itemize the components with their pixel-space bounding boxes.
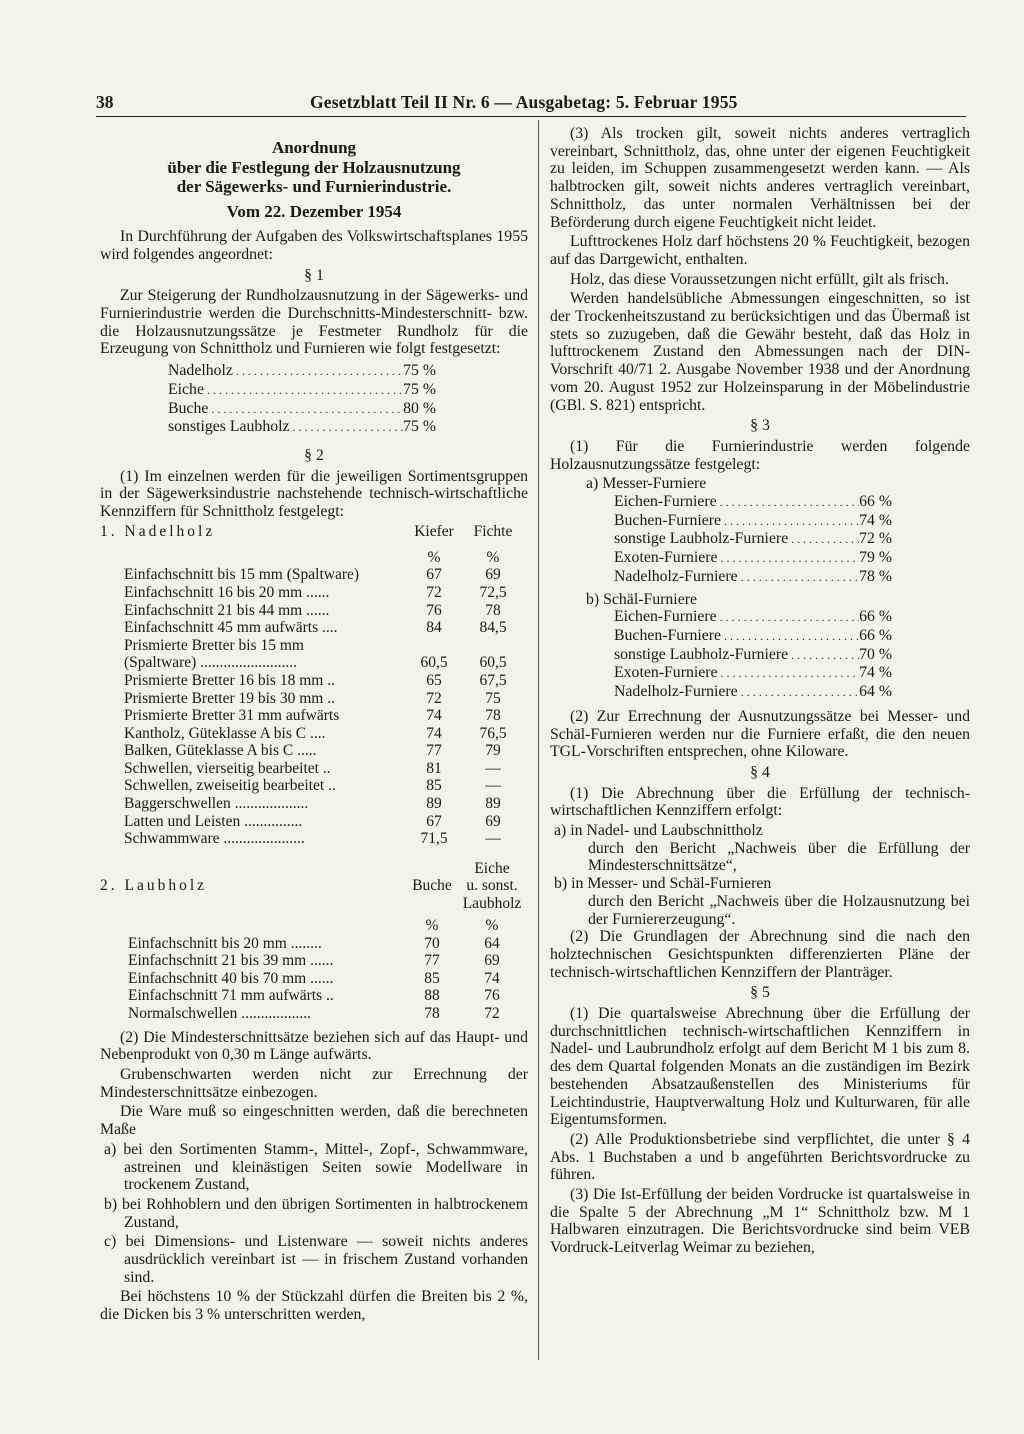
section-2-para-4: Die Ware muß so eingeschnitten werden, daß die berechneten Maße — [100, 1103, 528, 1139]
unit-label: % — [486, 548, 500, 566]
table-row — [100, 654, 528, 672]
row-value: 67,5 — [479, 671, 507, 689]
messer-heading: a) Messer-Furniere — [586, 475, 707, 493]
row-label: Einfachschnitt 21 bis 44 mm ...... — [124, 601, 330, 619]
row-value: 77 — [424, 952, 440, 970]
row-value: 72 — [426, 689, 442, 707]
nadelholz-table — [100, 523, 528, 848]
row-value: 74 — [484, 969, 500, 987]
table-row — [100, 566, 528, 584]
col-buche: Buche — [412, 877, 452, 895]
section-1-heading: § 1 — [304, 266, 324, 284]
row-value: 65 — [426, 671, 442, 689]
row-value: 71,5 — [420, 830, 448, 848]
section-5-para-1: (1) Die quartalsweise Abrechnung über die Erfüllung der durchschnittlichen technisch-wirtschaftlichen Kennziffern in Nadel- und Laubrundholz erfolgt auf dem Bericht M 1 bis zum 8. des dem Quartal folgenden Monats an die zuständigen im Bezirk bestehenden Absatzaußenstellen des Ministeriums für Leichtindustrie, Hauptverwaltung Holz und Kulturwaren, für alle Eigentumsformen. — [550, 1005, 970, 1129]
list-item: c) bei Dimensions- und Listenware — soweit nichts anderes ausdrücklich vereinbart ist — in frischem Zustand vorhanden sind. — [104, 1233, 528, 1286]
fresh-paragraph: Holz, das diese Voraussetzungen nicht erfüllt, gilt als frisch. — [570, 270, 949, 288]
row-label: Einfachschnitt 45 mm aufwärts .... — [124, 619, 338, 637]
row-label: Prismierte Bretter 19 bis 30 mm .. — [124, 689, 335, 707]
col-kiefer: Kiefer — [414, 522, 454, 540]
row-value: 70 — [424, 934, 440, 952]
rate-row: sonstige Laubholz-Furniere ..... 72 % — [614, 530, 892, 549]
row-value: 72 — [426, 583, 442, 601]
row-label: Latten und Leisten ............... — [124, 812, 303, 830]
section-4-para-2: (2) Die Grundlagen der Abrechnung sind die nach den holztechnischen Gesichtspunkten differenzierten Pläne der technisch-wirtschaftlichen Kennziffern der Planträger. — [550, 928, 970, 981]
rate-row: Buchen-Furniere ..... 74 % — [614, 512, 892, 531]
messer-rates — [614, 493, 892, 587]
gazette-title: Gesetzblatt Teil II Nr. 6 — Ausgabetag: 5. Februar 1955 — [310, 92, 738, 112]
row-value: 69 — [485, 812, 501, 830]
row-label: Einfachschnitt 40 bis 70 mm ...... — [128, 969, 334, 987]
unit-label: % — [425, 917, 439, 935]
right-column — [550, 125, 970, 1259]
row-value: 75 — [485, 689, 501, 707]
section-3-heading: § 3 — [750, 417, 770, 435]
row-value: 89 — [485, 795, 501, 813]
col-eiche: Eiche u. sonst. Laubholz — [462, 859, 522, 913]
row-label: Einfachschnitt bis 20 mm ........ — [128, 934, 322, 952]
row-value: — — [485, 777, 501, 795]
table-row — [100, 795, 528, 813]
list-item: b) in Messer- und Schäl-Furnieren — [554, 875, 772, 893]
table-row — [100, 619, 528, 637]
intro-paragraph: In Durchführung der Aufgaben des Volkswirtschaftsplanes 1955 wird folgendes angeordnet: — [100, 228, 528, 263]
row-label: Normalschwellen .................. — [128, 1005, 311, 1022]
rate-row: Nadelholz ..... 75 % — [168, 362, 436, 381]
table-row — [100, 637, 528, 655]
row-value: 76 — [426, 601, 442, 619]
row-value — [410, 637, 458, 655]
row-value: 76 — [484, 987, 500, 1005]
section-5-heading: § 5 — [750, 984, 770, 1002]
rate-row: sonstiges Laubholz ..... 75 % — [168, 418, 436, 437]
list-item-detail: durch den Bericht „Nachweis über die Erfüllung der Mindesterschnittsätze“, — [588, 839, 970, 875]
row-value: 84 — [426, 619, 442, 637]
rate-row: Eichen-Furniere ..... 66 % — [614, 608, 892, 627]
section-5-para-3: (3) Die Ist-Erfüllung der beiden Vordrucke ist quartalsweise in die Spalte 5 der Abrechnung „M 1“ Schnittholz bzw. M 1 Halbwaren einzutragen. Die Berichtsvordrucke sind beim VEB Vordruck-Leitverlag Weimar zu beziehen, — [550, 1186, 970, 1257]
rate-row: Buchen-Furniere ..... 66 % — [614, 627, 892, 646]
rate-row: Buche ..... 80 % — [168, 400, 436, 419]
rate-row: Nadelholz-Furniere ..... 78 % — [614, 568, 892, 587]
rate-row: Eiche ..... 75 % — [168, 381, 436, 400]
row-value: 74 — [426, 707, 442, 725]
row-label: Baggerschwellen ................... — [124, 795, 309, 813]
table-row — [100, 987, 528, 1005]
table-row — [100, 584, 528, 602]
row-label: Prismierte Bretter 31 mm aufwärts — [124, 707, 340, 725]
table-row — [100, 760, 528, 778]
table-row — [100, 777, 528, 795]
row-value: 78 — [485, 707, 501, 725]
section-5-para-2: (2) Alle Produktionsbetriebe sind verpflichtet, die unter § 4 Abs. 1 Buchstaben a und b angeführten Berichtsvordrucke zu führen. — [550, 1130, 970, 1184]
rate-row: Exoten-Furniere ..... 74 % — [614, 664, 892, 683]
table-row — [100, 813, 528, 831]
row-value: 69 — [484, 952, 500, 970]
row-value: 85 — [424, 969, 440, 987]
row-value: 88 — [424, 987, 440, 1005]
col-fichte: Fichte — [473, 522, 513, 540]
schael-heading: b) Schäl-Furniere — [586, 590, 697, 608]
nadelholz-heading: 1. Nadelholz — [100, 522, 216, 540]
row-value: 67 — [426, 812, 442, 830]
row-value: 81 — [426, 759, 442, 777]
row-value: 72 — [484, 1005, 500, 1022]
row-label: Einfachschnitt 71 mm aufwärts .. — [128, 987, 334, 1005]
page-header — [96, 90, 966, 117]
list-item: a) bei den Sortimenten Stamm-, Mittel-, Zopf-, Schwammware, astreinen und kleinästigen Seiten sowie Modellware in trockenem Zustand, — [104, 1140, 528, 1194]
section-3-para-2: (2) Zur Errechnung der Ausnutzungssätze bei Messer- und Schäl-Furnieren werden nur die Furniere erfaßt, die den neuen TGL-Vorschriften entsprechen, ohne Kiloware. — [550, 707, 970, 761]
row-label: Schwammware ..................... — [124, 830, 305, 848]
row-label: Balken, Güteklasse A bis C ..... — [124, 742, 317, 760]
column-divider — [538, 120, 539, 1360]
row-value: 76,5 — [479, 724, 507, 742]
ordinance-title: Anordnung über die Festlegung der Holzausnutzung der Sägewerks- und Furnierindustrie. — [167, 138, 461, 196]
section-3-text: (1) Für die Furnierindustrie werden folgende Holzausnutzungssätze festgelegt: — [550, 437, 970, 473]
row-value: 79 — [485, 742, 501, 760]
row-value: 64 — [484, 934, 500, 952]
rate-row: Eichen-Furniere ..... 66 % — [614, 493, 892, 512]
section-2-para-5: Bei höchstens 10 % der Stückzahl dürfen die Breiten bis 2 %, die Dicken bis 3 % unterschritten werden, — [100, 1288, 528, 1324]
table-row — [100, 725, 528, 743]
rate-row: Nadelholz-Furniere ..... 64 % — [614, 683, 892, 702]
table-row — [100, 672, 528, 690]
rate-row: sonstige Laubholz-Furniere ..... 70 % — [614, 646, 892, 665]
row-value: — — [485, 759, 501, 777]
section-2-text: (1) Im einzelnen werden für die jeweiligen Sortimentsgruppen in der Sägewerksindustrie nachstehende technisch-wirtschaftliche Kennziffern für Schnittholz festgelegt: — [100, 467, 528, 521]
list-item: b) bei Rohhoblern und den übrigen Sortimenten in halbtrockenem Zustand, — [104, 1195, 528, 1231]
list-item-detail: durch den Bericht „Nachweis über die Holzausnutzung bei der Furniererzeugung“. — [588, 892, 970, 928]
row-label: Einfachschnitt 16 bis 20 mm ...... — [124, 583, 330, 601]
table-row — [100, 602, 528, 620]
row-value: 77 — [426, 742, 442, 760]
row-value: 85 — [426, 777, 442, 795]
laubholz-table — [100, 860, 528, 1023]
section-4-heading: § 4 — [750, 763, 770, 781]
table-row — [100, 935, 528, 953]
row-value: 72,5 — [479, 583, 507, 601]
left-column — [100, 138, 528, 1326]
row-label: (Spaltware) ......................... — [124, 654, 298, 672]
section-1-text: Zur Steigerung der Rundholzausnutzung in der Sägewerks- und Furnierindustrie werden die Durchschnitts-Mindesterschnitt- bzw. die Holzausnutzungssätze je Festmeter Rundholz für die Erzeugung von Schnittholz und Furnieren wie folgt festgesetzt: — [100, 287, 528, 358]
row-value: 84,5 — [479, 619, 507, 637]
row-label: Schwellen, zweiseitig bearbeitet .. — [124, 777, 336, 795]
table-row — [100, 690, 528, 708]
row-value: — — [485, 830, 501, 848]
table-row — [100, 1005, 528, 1023]
air-dry-paragraph: Lufttrockenes Holz darf höchstens 20 % Feuchtigkeit, bezogen auf das Darrgewicht, enthalten. — [550, 233, 970, 268]
row-value: 69 — [485, 566, 501, 584]
row-label: Prismierte Bretter 16 bis 18 mm .. — [124, 671, 335, 689]
row-value — [458, 637, 528, 655]
table-row — [100, 952, 528, 970]
section-2-para-2: (2) Die Mindesterschnittsätze beziehen sich auf das Haupt- und Nebenprodukt von 0,30 m Länge aufwärts. — [100, 1028, 528, 1064]
laubholz-heading: 2. Laubholz — [100, 877, 208, 895]
row-label: Kantholz, Güteklasse A bis C .... — [124, 724, 326, 742]
row-value: 78 — [485, 601, 501, 619]
row-label: Schwellen, vierseitig bearbeitet .. — [124, 759, 331, 777]
row-value: 89 — [426, 795, 442, 813]
row-value: 60,5 — [479, 654, 507, 672]
row-label: Prismierte Bretter bis 15 mm — [124, 636, 304, 654]
table-row — [100, 830, 528, 848]
section-2-para-3: Grubenschwarten werden nicht zur Errechnung der Mindesterschnittsätze einbezogen. — [100, 1066, 528, 1101]
section-4-para-1: (1) Die Abrechnung über die Erfüllung der technisch-wirtschaftlichen Kennziffern erfolgt: — [550, 784, 970, 820]
row-label: Einfachschnitt bis 15 mm (Spaltware) — [124, 566, 360, 584]
section-2-heading: § 2 — [304, 446, 324, 464]
row-value: 60,5 — [420, 654, 448, 672]
row-value: 78 — [424, 1005, 440, 1022]
unit-label: % — [485, 917, 499, 935]
row-value: 67 — [426, 566, 442, 584]
row-value: 74 — [426, 724, 442, 742]
table-row — [100, 707, 528, 725]
unit-label: % — [427, 548, 441, 566]
rate-row: Exoten-Furniere ..... 79 % — [614, 549, 892, 568]
dimensions-paragraph: Werden handelsübliche Abmessungen eingeschnitten, so ist der Trockenheitszustand zu berücksichtigen und das Übermaß ist stets so zuzugeben, daß die Gewähr besteht, daß das Holz in lufttrockenem Zustand den Abmessungen nach der DIN-Vorschrift 40/71 2. Ausgabe November 1938 und der Anordnung vom 20. August 1952 zur Holzeinsparung in der Möbelindustrie (GBl. S. 821) entspricht. — [550, 290, 970, 414]
row-label: Einfachschnitt 21 bis 39 mm ...... — [128, 952, 334, 970]
table-row — [100, 970, 528, 988]
section-1-rates — [168, 362, 436, 437]
schael-rates — [614, 608, 892, 702]
table-row — [100, 742, 528, 760]
list-item: a) in Nadel- und Laubschnittholz — [554, 822, 763, 840]
ordinance-date: Vom 22. Dezember 1954 — [226, 201, 402, 221]
dryness-definition: (3) Als trocken gilt, soweit nichts anderes vertraglich vereinbart, Schnittholz, das, ohne unter der eigenen Feuchtigkeit zu leiden, im Schuppen zusammengesetzt werden kann. — Als halbtrocken gilt, soweit nichts anderes vertraglich vereinbart, Schnittholz, das unter normalen Verhältnissen bei der Beförderung durch eigene Feuchtigkeit nicht leidet. — [550, 125, 970, 231]
page-number: 38 — [96, 92, 114, 112]
